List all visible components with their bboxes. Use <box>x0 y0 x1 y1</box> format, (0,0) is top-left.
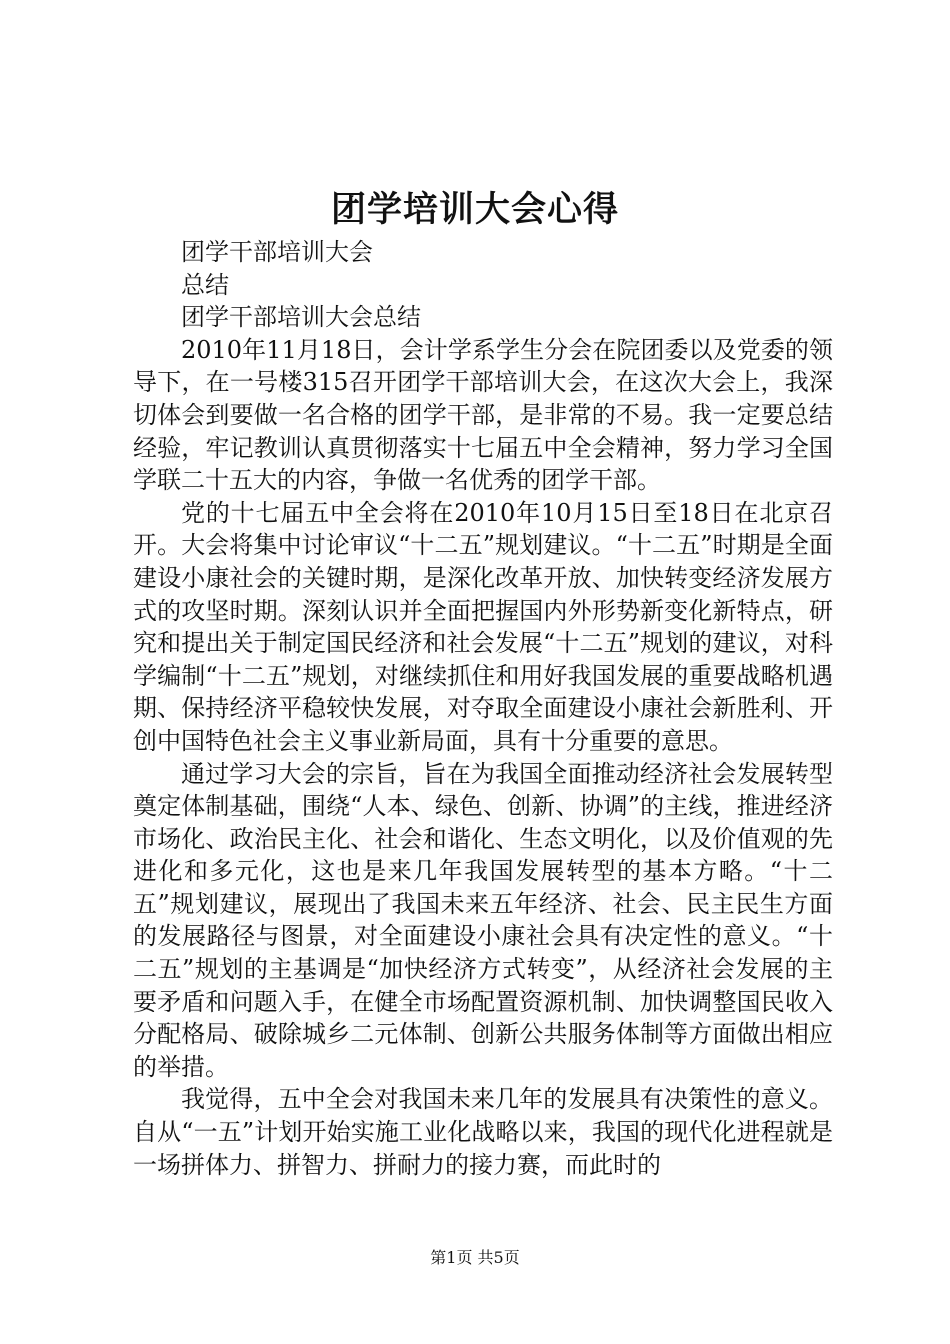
paragraph-heading-2: 总结 <box>181 270 229 299</box>
paragraph-2: 党的十七届五中全会将在2010年10月15日至18日在北京召开。大会将集中讨论审议“十二五”规划建议。“十二五”时期是全面建设小康社会的关键时期，是深化改革开放、加快转变经济发展方式的攻坚时期。深刻认识并全面把握国内外形势新变化新特点，研究和提出关于制定国民经济和社会发展“十二五”规划的建议，对科学编制“十二五”规划，对继续抓住和用好我国发展的重要战略机遇期、保持经济平稳较快发展，对夺取全面建设小康社会新胜利、开创中国特色社会主义事业新局面，具有十分重要的意思。 <box>133 498 833 755</box>
document-body <box>133 236 833 1181</box>
document-title: 团学培训大会心得 <box>330 189 619 230</box>
paragraph-1: 2010年11月18日，会计学系学生分会在院团委以及党委的领导下，在一号楼315召开团学干部培训大会，在这次大会上，我深切体会到要做一名合格的团学干部，是非常的不易。我一定要总结经验，牢记教训认真贯彻落实十七届五中全会精神，努力学习全国学联二十五大的内容，争做一名优秀的团学干部。 <box>133 335 833 495</box>
paragraph-heading-1: 团学干部培训大会 <box>181 238 373 266</box>
page-number-footer: 第1页 共5页 <box>430 1248 520 1267</box>
paragraph-3: 通过学习大会的宗旨，旨在为我国全面推动经济社会发展转型奠定体制基础，围绕“人本、绿色、创新、协调”的主线，推进经济市场化、政治民主化、社会和谐化、生态文明化，以及价值观的先进化和多元化，这也是来几年我国发展转型的基本方略。“十二五”规划建议，展现出了我国未来五年经济、社会、民主民生方面的发展路径与图景，对全面建设小康社会具有决定性的意义。“十二五”规划的主基调是“加快经济方式转变”，从经济社会发展的主要矛盾和问题入手，在健全市场配置资源机制、加快调整国民收入分配格局、破除城乡二元体制、创新公共服务体制等方面做出相应的举措。 <box>133 759 833 1081</box>
paragraph-heading-3: 团学干部培训大会总结 <box>181 303 421 332</box>
paragraph-4: 我觉得，五中全会对我国未来几年的发展具有决策性的意义。自从“一五”计划开始实施工业化战略以来，我国的现代化进程就是一场拼体力、拼智力、拼耐力的接力赛，而此时的 <box>133 1085 833 1179</box>
